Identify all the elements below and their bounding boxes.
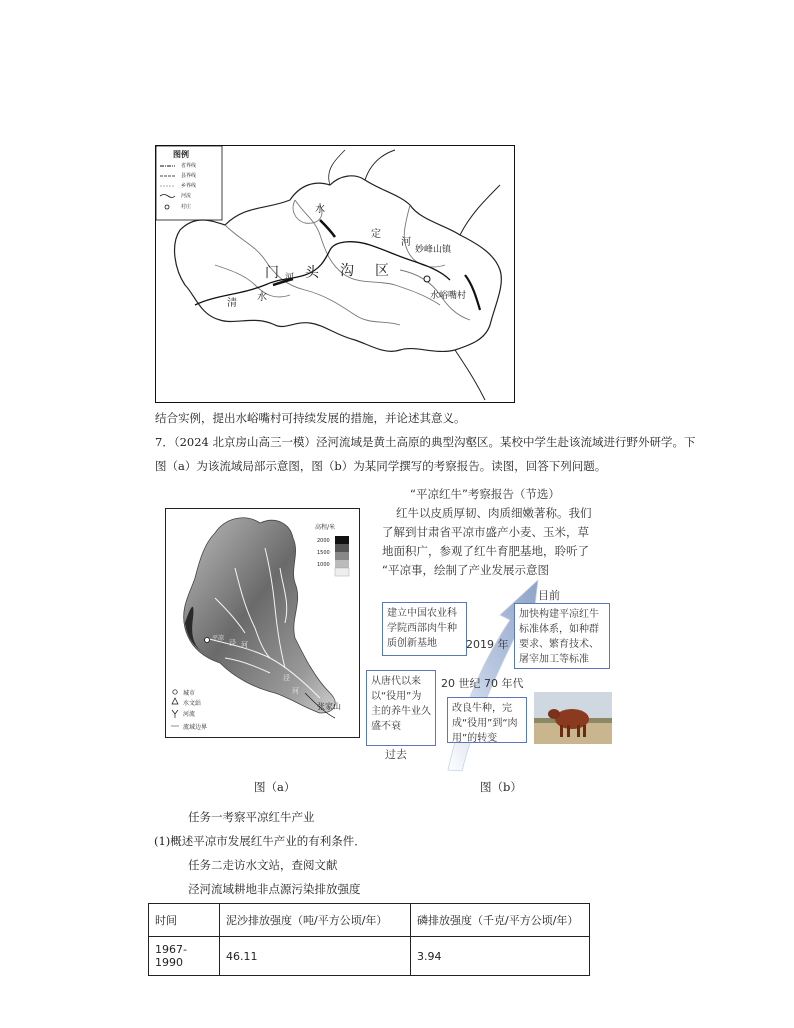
table-cell: 46.11 (220, 937, 411, 976)
pollution-table (148, 903, 590, 976)
legend-title: 图例 (173, 150, 189, 159)
legend-item: 城市 (183, 690, 196, 697)
report-line: “平凉事，绘制了产业发展示意图 (382, 563, 549, 577)
report-line: 地面积广，参观了红牛育肥基地，聆听了 (382, 544, 589, 558)
legend-item: 乡界线 (181, 183, 197, 189)
river-label: 泾 (229, 639, 236, 647)
map-label: 妙峰山镇 (415, 245, 452, 255)
report-line: 红牛以皮质厚韧、肉质细嫩著称。我们 (396, 506, 592, 520)
map-label: 定 (371, 229, 381, 240)
mentougou-map (155, 145, 515, 403)
legend-item: 村庄 (181, 204, 192, 210)
legend-item: 省界线 (181, 163, 197, 169)
question-1: (1)概述平凉市发展红牛产业的有利条件． (154, 834, 366, 848)
table-cell: 3.94 (411, 937, 590, 976)
milestone-box-1970s: 改良牛种，完成“役用”到“肉用”的转变 (447, 697, 527, 743)
map-label: 门 (265, 265, 279, 281)
legend-item: 河流 (183, 711, 196, 718)
river-label: 河 (241, 641, 248, 649)
milestone-box-now: 加快构建平凉红牛标准体系，如种群要求、繁育技术、屠宰加工等标准 (514, 603, 610, 669)
task-heading: 任务一考察平凉红牛产业 (188, 810, 315, 824)
milestone-box-2019: 建立中国农业科学院西部肉牛种质创新基地 (382, 602, 467, 656)
map-label: 河 (285, 273, 295, 283)
map-label: 水 (315, 204, 325, 215)
table-header: 泥沙排放强度（吨/平方公顷/年） (220, 904, 411, 937)
legend-item: 河流 (181, 193, 192, 199)
table-header: 时间 (149, 904, 220, 937)
river-label: 泾 (283, 674, 290, 682)
elevation-value: 1000 (317, 562, 330, 568)
map-label: 水 (257, 292, 267, 303)
legend-item: 县界线 (181, 173, 197, 179)
elevation-value: 2000 (317, 538, 330, 544)
report-title: “平凉红牛”考察报告（节选） (410, 487, 560, 501)
jinghe-basin-map (165, 508, 360, 738)
city-label: 平凉 (212, 635, 225, 642)
table-header: 磷排放强度（千克/平方公顷/年） (411, 904, 590, 937)
milestone-box-past: 从唐代以来以“役用”为主的养牛业久盛不衰 (366, 670, 436, 746)
text-line: 图（a）为该流域局部示意图，图（b）为某同学撰写的考察报告。读图，回答下列问题。 (155, 459, 607, 473)
mentougou-map-svg (155, 145, 515, 403)
table-row (149, 937, 590, 976)
table-title: 泾河流域耕地非点源污染排放强度 (188, 882, 361, 896)
elevation-value: 1500 (317, 550, 330, 556)
map-label: 沟 (340, 263, 354, 279)
map-label: 头 (305, 265, 319, 281)
year-label-2019: 2019 年 (466, 638, 509, 651)
caption-a: 图（a） (254, 780, 296, 794)
map-label: 河 (401, 237, 411, 248)
legend-item: 水文站 (183, 700, 202, 707)
map-label: 水峪嘴村 (430, 291, 467, 301)
river-label: 河 (292, 687, 299, 695)
map-label: 区 (375, 263, 389, 279)
task-heading: 任务二走访水文站，查阅文献 (188, 858, 338, 872)
place-label: 张家山 (317, 702, 341, 711)
map-label: 清 (227, 298, 237, 309)
label-past: 过去 (385, 748, 407, 761)
caption-b: 图（b） (480, 780, 522, 794)
elevation-legend-title: 高程/米 (315, 524, 336, 531)
label-now: 目前 (538, 589, 560, 602)
table-header-row (149, 904, 590, 937)
text-line: 结合实例，提出水峪嘴村可持续发展的措施，并论述其意义。 (155, 411, 466, 425)
label-1970s: 20 世纪 70 年代 (441, 677, 524, 690)
report-line: 了解到甘肃省平凉市盛产小麦、玉米，草 (382, 525, 589, 539)
question-7-intro: 7．（2024 北京房山高三一模）泾河流域是黄土高原的典型沟壑区。某校中学生赴该流域进行野外研学。下 (155, 435, 696, 449)
legend-item: 流域边界 (183, 724, 208, 731)
red-cattle-photo (534, 692, 612, 744)
table-cell: 1967-1990 (149, 937, 220, 976)
